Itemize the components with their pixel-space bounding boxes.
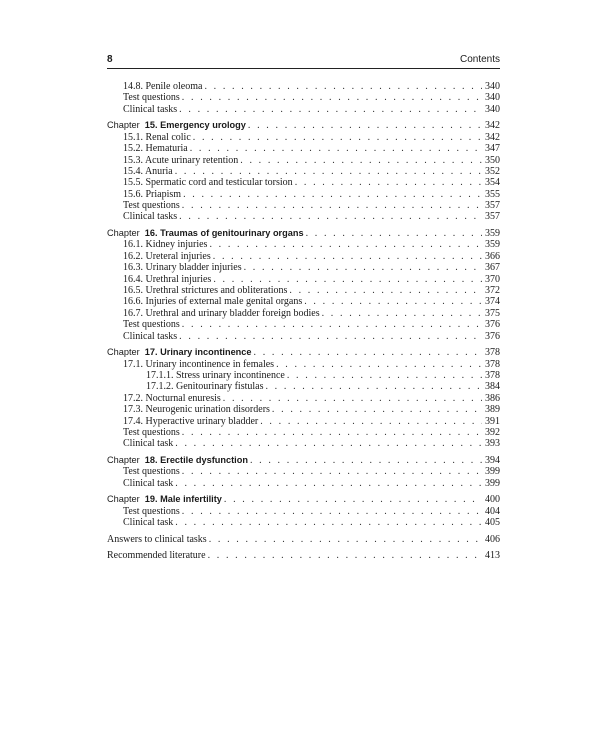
toc-entry[interactable]: [107, 189, 500, 200]
toc-entry-label: 16.7. Urethral and urinary bladder foreign bodies: [123, 307, 320, 319]
toc-chapter-18[interactable]: [107, 455, 500, 466]
toc-entry-page: 405: [485, 517, 500, 528]
toc-entry-label: 17.1. Urinary incontinence in females: [123, 358, 275, 370]
toc-entry-page: 376: [485, 319, 500, 331]
toc-entry-label: 15.4. Anuria: [123, 165, 173, 177]
toc-entry[interactable]: [107, 404, 500, 415]
toc-entry-page: 378: [485, 347, 500, 359]
toc-entry-label: Recommended literature: [107, 550, 206, 562]
dot-leader: [182, 427, 482, 438]
toc-entry[interactable]: [107, 478, 500, 489]
page-header: [107, 53, 500, 67]
chapter-title: 17. Urinary incontinence: [144, 347, 252, 358]
toc-entry-label: Clinical task: [123, 438, 174, 450]
toc-entry-page: 357: [485, 211, 500, 223]
chapter-prefix: Chapter: [107, 454, 140, 465]
toc-entry-label: 14.8. Penile oleoma: [123, 81, 203, 92]
toc-entry[interactable]: [107, 104, 500, 115]
toc-entry-label: 16.6. Injuries of external male genital organs: [123, 296, 303, 308]
toc-entry-page: 354: [485, 177, 500, 189]
chapter-heading: [107, 347, 252, 358]
dot-leader: [213, 274, 482, 285]
toc-entry[interactable]: [107, 200, 500, 211]
chapter-prefix: Chapter: [107, 120, 140, 131]
toc-subentry[interactable]: [107, 381, 500, 392]
toc-entry-label: Clinical tasks: [123, 103, 178, 115]
chapter-title: 18. Erectile dysfunction: [144, 454, 248, 465]
running-title: Contents: [459, 54, 500, 65]
toc-entry-page: 376: [485, 330, 500, 342]
toc-entry[interactable]: [107, 166, 500, 177]
toc-entry[interactable]: [107, 211, 500, 222]
dot-leader: [260, 416, 482, 427]
toc-entry-page: 378: [485, 369, 500, 381]
table-of-contents: [107, 81, 500, 562]
toc-entry-label: 15.3. Acute urinary retention: [123, 154, 239, 166]
dot-leader: [208, 550, 482, 561]
toc-entry-page: 375: [485, 307, 500, 319]
dot-leader: [287, 370, 482, 381]
toc-entry[interactable]: [107, 155, 500, 166]
dot-leader: [175, 438, 482, 449]
toc-entry[interactable]: [107, 274, 500, 285]
dot-leader: [182, 319, 482, 330]
toc-entry[interactable]: [107, 308, 500, 319]
toc-entry-page: 359: [485, 228, 500, 240]
dot-leader: [179, 331, 482, 342]
toc-entry-page: 374: [485, 296, 500, 308]
toc-entry-label: 17.4. Hyperactive urinary bladder: [123, 415, 259, 427]
toc-entry-page: 350: [485, 154, 500, 166]
toc-entry-label: Clinical task: [123, 517, 174, 528]
toc-entry-label: Test questions: [123, 92, 180, 104]
dot-leader: [204, 81, 482, 92]
toc-entry-page: 367: [485, 262, 500, 274]
toc-entry-label: 15.2. Hematuria: [123, 143, 188, 155]
toc-entry[interactable]: [107, 506, 500, 517]
toc-entry-page: 399: [485, 477, 500, 489]
dot-leader: [254, 347, 482, 358]
toc-entry-page: 378: [485, 358, 500, 370]
dot-leader: [289, 285, 482, 296]
toc-entry[interactable]: [107, 177, 500, 188]
chapter-heading: [107, 228, 304, 239]
dot-leader: [182, 200, 482, 211]
toc-chapter-19[interactable]: [107, 494, 500, 505]
toc-entry[interactable]: [107, 427, 500, 438]
dot-leader: [240, 155, 482, 166]
dot-leader: [244, 262, 482, 273]
toc-entry-label: Test questions: [123, 505, 180, 517]
toc-entry-page: 340: [485, 81, 500, 92]
toc-entry-page: 394: [485, 454, 500, 466]
dot-leader: [182, 92, 482, 103]
dot-leader: [304, 296, 482, 307]
toc-entry-page: 340: [485, 92, 500, 104]
toc-entry-label: 17.2. Nocturnal enuresis: [123, 392, 221, 404]
dot-leader: [224, 494, 482, 505]
dot-leader: [306, 228, 482, 239]
toc-entry-label: 17.1.1. Stress urinary incontinence: [146, 369, 285, 381]
toc-entry[interactable]: [107, 81, 500, 92]
toc-entry-label: 16.1. Kidney injuries: [123, 239, 208, 251]
toc-entry-label: 16.2. Ureteral injuries: [123, 250, 211, 262]
toc-entry-page: 393: [485, 438, 500, 450]
toc-entry-page: 359: [485, 239, 500, 251]
toc-entry[interactable]: [107, 438, 500, 449]
dot-leader: [190, 143, 482, 154]
toc-entry-page: 384: [485, 381, 500, 393]
dot-leader: [265, 381, 482, 392]
toc-entry[interactable]: [107, 251, 500, 262]
toc-entry-label: Test questions: [123, 319, 180, 331]
toc-entry-label: 17.3. Neurogenic urination disorders: [123, 404, 270, 416]
toc-entry[interactable]: [107, 143, 500, 154]
dot-leader: [175, 517, 482, 528]
toc-entry-page: 400: [485, 494, 500, 506]
dot-leader: [209, 239, 482, 250]
toc-entry-page: 404: [485, 505, 500, 517]
toc-chapter-17[interactable]: [107, 347, 500, 358]
toc-subentry[interactable]: [107, 370, 500, 381]
dot-leader: [295, 177, 482, 188]
page-number: 8: [107, 54, 113, 65]
toc-chapter-15[interactable]: [107, 120, 500, 131]
toc-chapter-16[interactable]: [107, 228, 500, 239]
toc-entry-page: 386: [485, 392, 500, 404]
dot-leader: [213, 251, 482, 262]
toc-entry[interactable]: [107, 319, 500, 330]
toc-entry-page: 342: [485, 131, 500, 143]
toc-entry-label: Clinical task: [123, 477, 174, 489]
toc-entry[interactable]: [107, 296, 500, 307]
toc-entry-page: 389: [485, 404, 500, 416]
dot-leader: [248, 120, 482, 131]
chapter-heading: [107, 494, 222, 505]
toc-entry-page: 406: [485, 533, 500, 545]
dot-leader: [179, 104, 482, 115]
toc-entry[interactable]: [107, 132, 500, 143]
toc-entry-label: 15.6. Priapism: [123, 188, 182, 200]
toc-entry[interactable]: [107, 92, 500, 103]
toc-entry-label: Test questions: [123, 200, 180, 212]
dot-leader: [250, 455, 482, 466]
toc-entry-page: 392: [485, 426, 500, 438]
chapter-heading: [107, 120, 246, 131]
toc-entry[interactable]: [107, 262, 500, 273]
chapter-prefix: Chapter: [107, 228, 140, 239]
toc-entry-page: 391: [485, 415, 500, 427]
toc-literature[interactable]: [107, 550, 500, 561]
toc-entry-label: 15.5. Spermatic cord and testicular torsion: [123, 177, 293, 189]
dot-leader: [182, 506, 482, 517]
dot-leader: [209, 534, 482, 545]
toc-entry-label: 16.5. Urethral strictures and obliterations: [123, 285, 288, 297]
toc-entry-page: 370: [485, 273, 500, 285]
toc-entry-page: 366: [485, 250, 500, 262]
chapter-title: 19. Male infertility: [144, 494, 222, 505]
toc-entry-page: 340: [485, 103, 500, 115]
chapter-heading: [107, 455, 248, 466]
toc-entry-page: 355: [485, 188, 500, 200]
toc-entry-page: 413: [485, 550, 500, 562]
chapter-title: 16. Traumas of genitourinary organs: [144, 228, 304, 239]
toc-entry-label: 16.3. Urinary bladder injuries: [123, 262, 242, 274]
toc-entry-label: Test questions: [123, 426, 180, 438]
toc-entry[interactable]: [107, 331, 500, 342]
toc-entry-page: 347: [485, 143, 500, 155]
toc-entry-label: Answers to clinical tasks: [107, 533, 207, 545]
dot-leader: [183, 189, 482, 200]
toc-entry[interactable]: [107, 239, 500, 250]
toc-entry[interactable]: [107, 285, 500, 296]
dot-leader: [223, 393, 482, 404]
chapter-prefix: Chapter: [107, 347, 140, 358]
toc-answers[interactable]: [107, 534, 500, 545]
chapter-prefix: Chapter: [107, 494, 140, 505]
dot-leader: [272, 404, 482, 415]
dot-leader: [182, 466, 482, 477]
toc-entry-page: 352: [485, 165, 500, 177]
dot-leader: [175, 166, 482, 177]
dot-leader: [175, 478, 482, 489]
dot-leader: [322, 308, 482, 319]
toc-entry-label: Clinical tasks: [123, 211, 178, 223]
header-rule: [107, 68, 500, 69]
toc-entry[interactable]: [107, 466, 500, 477]
toc-entry-page: 372: [485, 285, 500, 297]
toc-entry-page: 357: [485, 200, 500, 212]
toc-entry[interactable]: [107, 393, 500, 404]
dot-leader: [179, 211, 482, 222]
toc-entry-label: 17.1.2. Genitourinary fistulas: [146, 381, 264, 393]
toc-entry-page: 399: [485, 466, 500, 478]
toc-entry-page: 342: [485, 120, 500, 132]
toc-entry-label: Test questions: [123, 466, 180, 478]
chapter-title: 15. Emergency urology: [144, 120, 246, 131]
dot-leader: [276, 359, 482, 370]
toc-entry[interactable]: [107, 359, 500, 370]
toc-entry-label: 16.4. Urethral injuries: [123, 273, 212, 285]
toc-entry[interactable]: [107, 517, 500, 528]
toc-entry[interactable]: [107, 416, 500, 427]
toc-entry-label: Clinical tasks: [123, 330, 178, 342]
dot-leader: [193, 132, 482, 143]
toc-entry-label: 15.1. Renal colic: [123, 131, 191, 143]
